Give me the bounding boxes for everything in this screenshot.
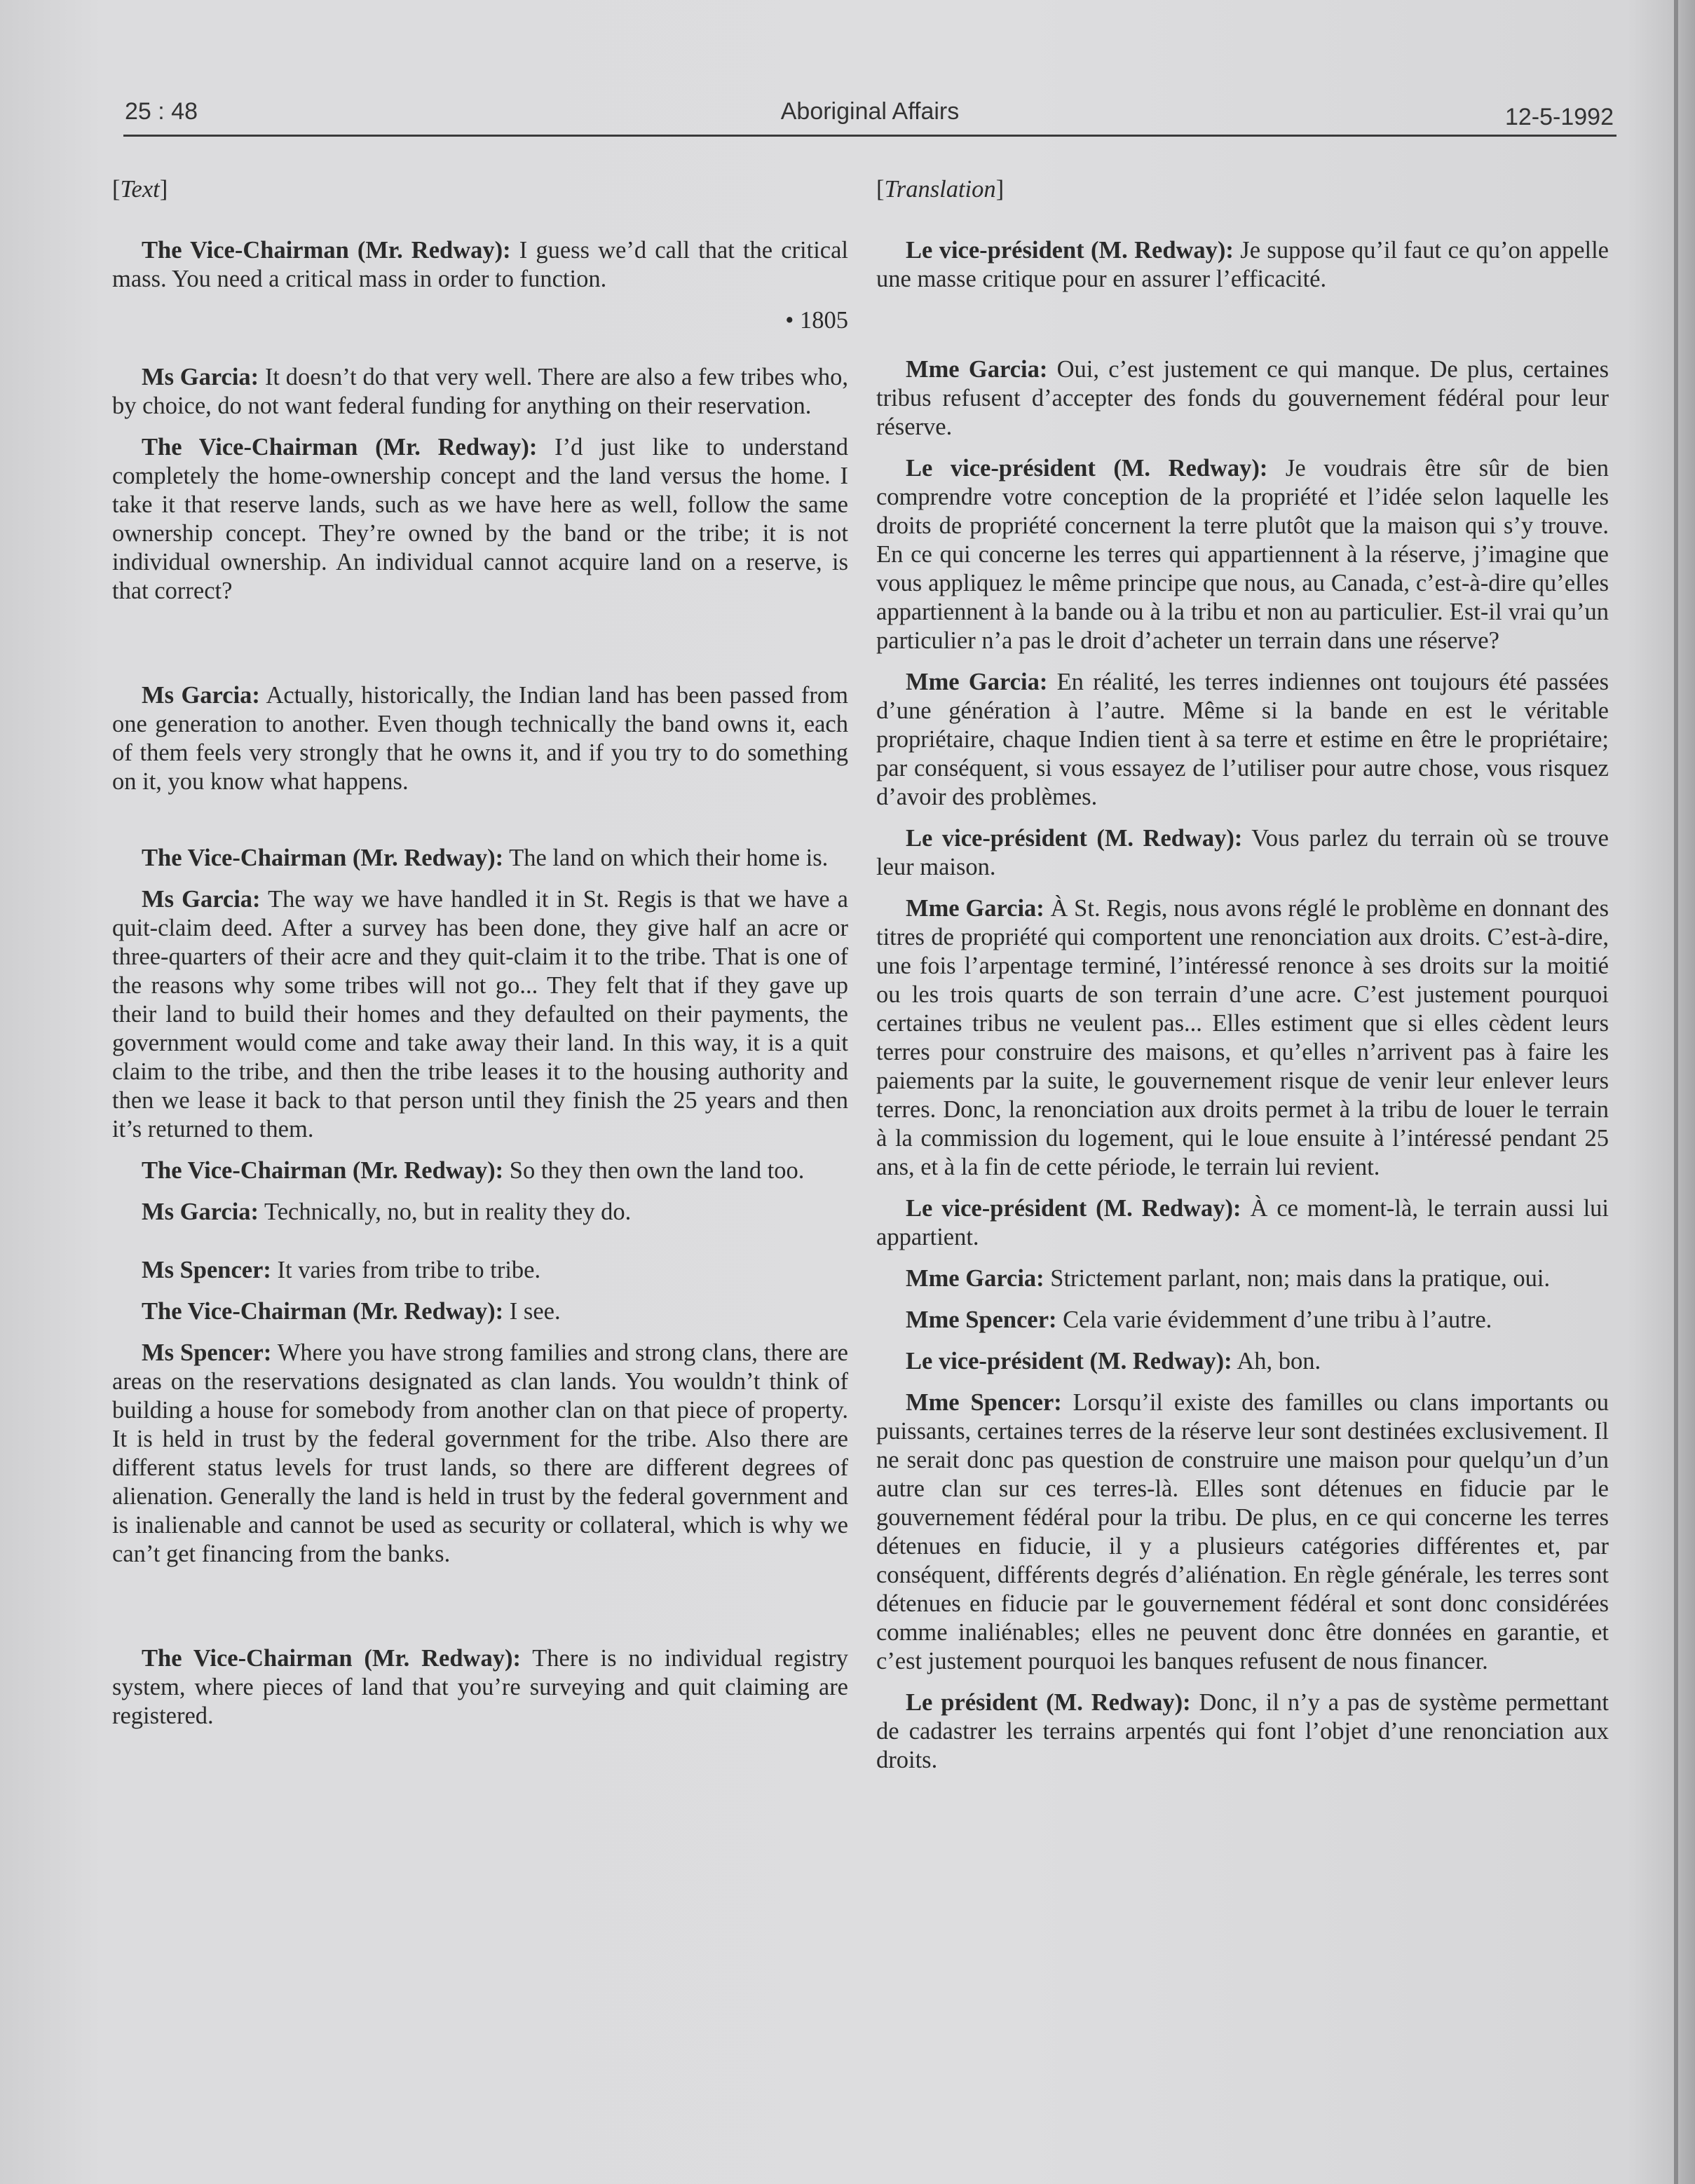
speaker: The Vice-Chairman (Mr. Redway): <box>142 434 538 460</box>
paragraph: Le président (M. Redway): Donc, il n’y a pas de système permettant de cadastrer les terrains arpentés qui font l’objet d’une renonciation aux droits. <box>876 1689 1609 1773</box>
time-marker: • 1805 <box>785 307 848 334</box>
header-date: 12-5-1992 <box>1504 104 1614 130</box>
paragraph: Mme Spencer: Cela varie évidemment d’une tribu à l’autre. <box>906 1306 1492 1333</box>
speaker: Mme Garcia: <box>906 669 1048 695</box>
speaker: The Vice-Chairman (Mr. Redway): <box>142 1157 504 1184</box>
speaker: Mme Garcia: <box>906 895 1044 922</box>
paragraph: The Vice-Chairman (Mr. Redway): The land on which their home is. <box>142 845 829 871</box>
paragraph: Le vice-président (M. Redway): Ah, bon. <box>906 1348 1321 1374</box>
paragraph: The Vice-Chairman (Mr. Redway): So they then own the land too. <box>142 1157 805 1184</box>
paragraph: The Vice-Chairman (Mr. Redway): I guess we’d call that the critical mass. You need a critical mass in order to function. <box>112 237 848 292</box>
paragraph: The Vice-Chairman (Mr. Redway): I see. <box>142 1298 561 1325</box>
speaker: Ms Spencer: <box>142 1339 272 1366</box>
paragraph: The Vice-Chairman (Mr. Redway): I’d just like to understand completely the home-ownership concept and the land versus the home. I take it that reserve lands, such as we have here as well, follow the same ownership concept. They’re owned by the band or the tribe; it is not individual ownership. An individual cannot acquire land on a reserve, is that correct? <box>112 434 848 604</box>
french-column <box>876 175 1609 1787</box>
paragraph: Le vice-président (M. Redway): Vous parlez du terrain où se trouve leur maison. <box>876 825 1609 880</box>
speaker: Mme Spencer: <box>906 1389 1062 1416</box>
column-tag: [Translation] <box>876 176 1005 203</box>
speaker: Le vice-président (M. Redway): <box>906 825 1243 852</box>
speaker: Le vice-président (M. Redway): <box>906 455 1268 482</box>
paragraph: Le vice-président (M. Redway): Je voudrais être sûr de bien comprendre votre conception de la propriété et l’idée selon laquelle les droits de propriété concernent la terre plutôt que la maison qui s’y trouve. En ce qui concerne les terres qui appartiennent à la réserve, j’imagine que vous appliquez le même principe que nous, au Canada, c’est-à-dire qu’elles appartiennent à la bande ou à la tribu et non au particulier. Est-il vrai qu’un particulier n’a pas le droit d’acheter un terrain dans une réserve? <box>876 455 1609 654</box>
speaker: Ms Garcia: <box>142 682 260 709</box>
speaker: The Vice-Chairman (Mr. Redway): <box>142 237 511 264</box>
speaker: Ms Garcia: <box>142 886 261 913</box>
paragraph: Ms Spencer: Where you have strong families and strong clans, there are areas on the reservations designated as clan lands. You wouldn’t think of building a house for somebody from another clan on that piece of property. It is held in trust by the federal government for the tribe. Also there are different status levels for trust lands, so there are different degrees of alienation. Generally the land is held in trust by the federal government and is inalienable and cannot be used as security or collateral, which is why we can’t get financing from the banks. <box>112 1339 848 1567</box>
english-column <box>112 175 848 1743</box>
paragraph: Ms Garcia: The way we have handled it in St. Regis is that we have a quit-claim deed. After a survey has been done, they give half an acre or three-quarters of their acre and they quit-claim it to the tribe. That is one of the reasons why some tribes will not go... They felt that if they gave up their land to build their homes and they defaulted on their payments, the government would come and take away their land. In this way, it is a quit claim to the tribe, and then the tribe leases it to the housing authority and then we lease it back to that person until they finish the 25 years and then it’s returned to them. <box>112 886 848 1142</box>
speaker: Le président (M. Redway): <box>906 1689 1191 1716</box>
paragraph: Mme Garcia: À St. Regis, nous avons réglé le problème en donnant des titres de propriété qui comportent une renonciation aux droits. C’est-à-dire, une fois l’arpentage terminé, l’intéressé renonce à ses droits sur la moitié ou les trois quarts de son terrain d’une acre. C’est justement pourquoi certaines tribus ne veulent pas... Elles estiment que si elles cèdent leurs terres pour construire des maisons, et qu’elles n’arrivent pas à faire les paiements par la suite, le gouvernement risque de venir leur enlever leurs terres. Donc, la renonciation aux droits permet à la tribu de louer le terrain à la commission du logement, qui le loue ensuite à l’intéressé pendant 25 ans, et à la fin de cette période, le terrain lui revient. <box>876 895 1609 1180</box>
speaker: The Vice-Chairman (Mr. Redway): <box>142 1645 521 1672</box>
speaker: Ms Spencer: <box>142 1257 271 1283</box>
speaker: Mme Spencer: <box>906 1306 1057 1333</box>
paragraph: Le vice-président (M. Redway): Je suppose qu’il faut ce qu’on appelle une masse critique pour en assurer l’efficacité. <box>876 237 1609 292</box>
speaker: Le vice-président (M. Redway): <box>906 1348 1232 1374</box>
speaker: The Vice-Chairman (Mr. Redway): <box>142 845 504 871</box>
paragraph: Ms Garcia: Actually, historically, the Indian land has been passed from one generation to another. Even though technically the band owns it, each of them feels very strongly that he owns it, and if you try to do something on it, you know what happens. <box>112 682 848 795</box>
column-tag: [Text] <box>112 176 168 203</box>
paragraph: Ms Garcia: Technically, no, but in reality they do. <box>142 1199 632 1225</box>
speaker: Mme Garcia: <box>906 1265 1044 1292</box>
paragraph: Mme Spencer: Lorsqu’il existe des familles ou clans importants ou puissants, certaines terres de la réserve leur sont destinées exclusivement. Il ne serait donc pas question de construire une maison pour quelqu’un d’un autre clan sur ces terres-là. Elles sont détenues en fiducie par le gouvernement fédéral pour la tribu. De plus, en ce qui concerne les terres détenues en fiducie, il y a plusieurs catégories différentes et, par conséquent, différents degrés d’aliénation. En règle générale, les terres sont détenues en fiducie par le gouvernement fédéral et sont donc considérées comme inaliénables; elles ne peuvent donc être données en garantie, et c’est justement pourquoi les banques refusent de nous financer. <box>876 1389 1609 1674</box>
page-edge <box>1678 0 1695 2184</box>
paragraph: Ms Spencer: It varies from tribe to tribe. <box>142 1257 541 1283</box>
binding-shadow <box>1674 0 1678 2184</box>
paragraph: Mme Garcia: Oui, c’est justement ce qui manque. De plus, certaines tribus refusent d’accepter des fonds du gouvernement fédéral pour leur réserve. <box>876 356 1609 440</box>
speaker: The Vice-Chairman (Mr. Redway): <box>142 1298 504 1325</box>
speaker: Le vice-président (M. Redway): <box>906 237 1234 264</box>
paragraph: The Vice-Chairman (Mr. Redway): There is no individual registry system, where pieces of land that you’re surveying and quit claiming are registered. <box>112 1645 848 1729</box>
paragraph: Mme Garcia: En réalité, les terres indiennes ont toujours été passées d’une génération à l’autre. Même si la bande en est le véritable propriétaire, chaque Indien tient à sa terre et estime en être le propriétaire; par conséquent, si vous essayez de l’utiliser pour autre chose, vous risquez d’avoir des problèmes. <box>876 669 1609 810</box>
paragraph: Le vice-président (M. Redway): À ce moment-là, le terrain aussi lui appartient. <box>876 1195 1609 1250</box>
speaker: Mme Garcia: <box>906 356 1048 383</box>
speaker: Ms Garcia: <box>142 1199 259 1225</box>
paragraph: Ms Garcia: It doesn’t do that very well. There are also a few tribes who, by choice, do not want federal funding for anything on their reservation. <box>112 364 848 419</box>
header-title: Aboriginal Affairs <box>780 98 960 125</box>
speaker: Le vice-président (M. Redway): <box>906 1195 1241 1222</box>
speaker: Ms Garcia: <box>142 364 259 390</box>
page-number: 25 : 48 <box>125 98 198 125</box>
paragraph: Mme Garcia: Strictement parlant, non; mais dans la pratique, oui. <box>906 1265 1551 1292</box>
running-header <box>123 98 1616 137</box>
